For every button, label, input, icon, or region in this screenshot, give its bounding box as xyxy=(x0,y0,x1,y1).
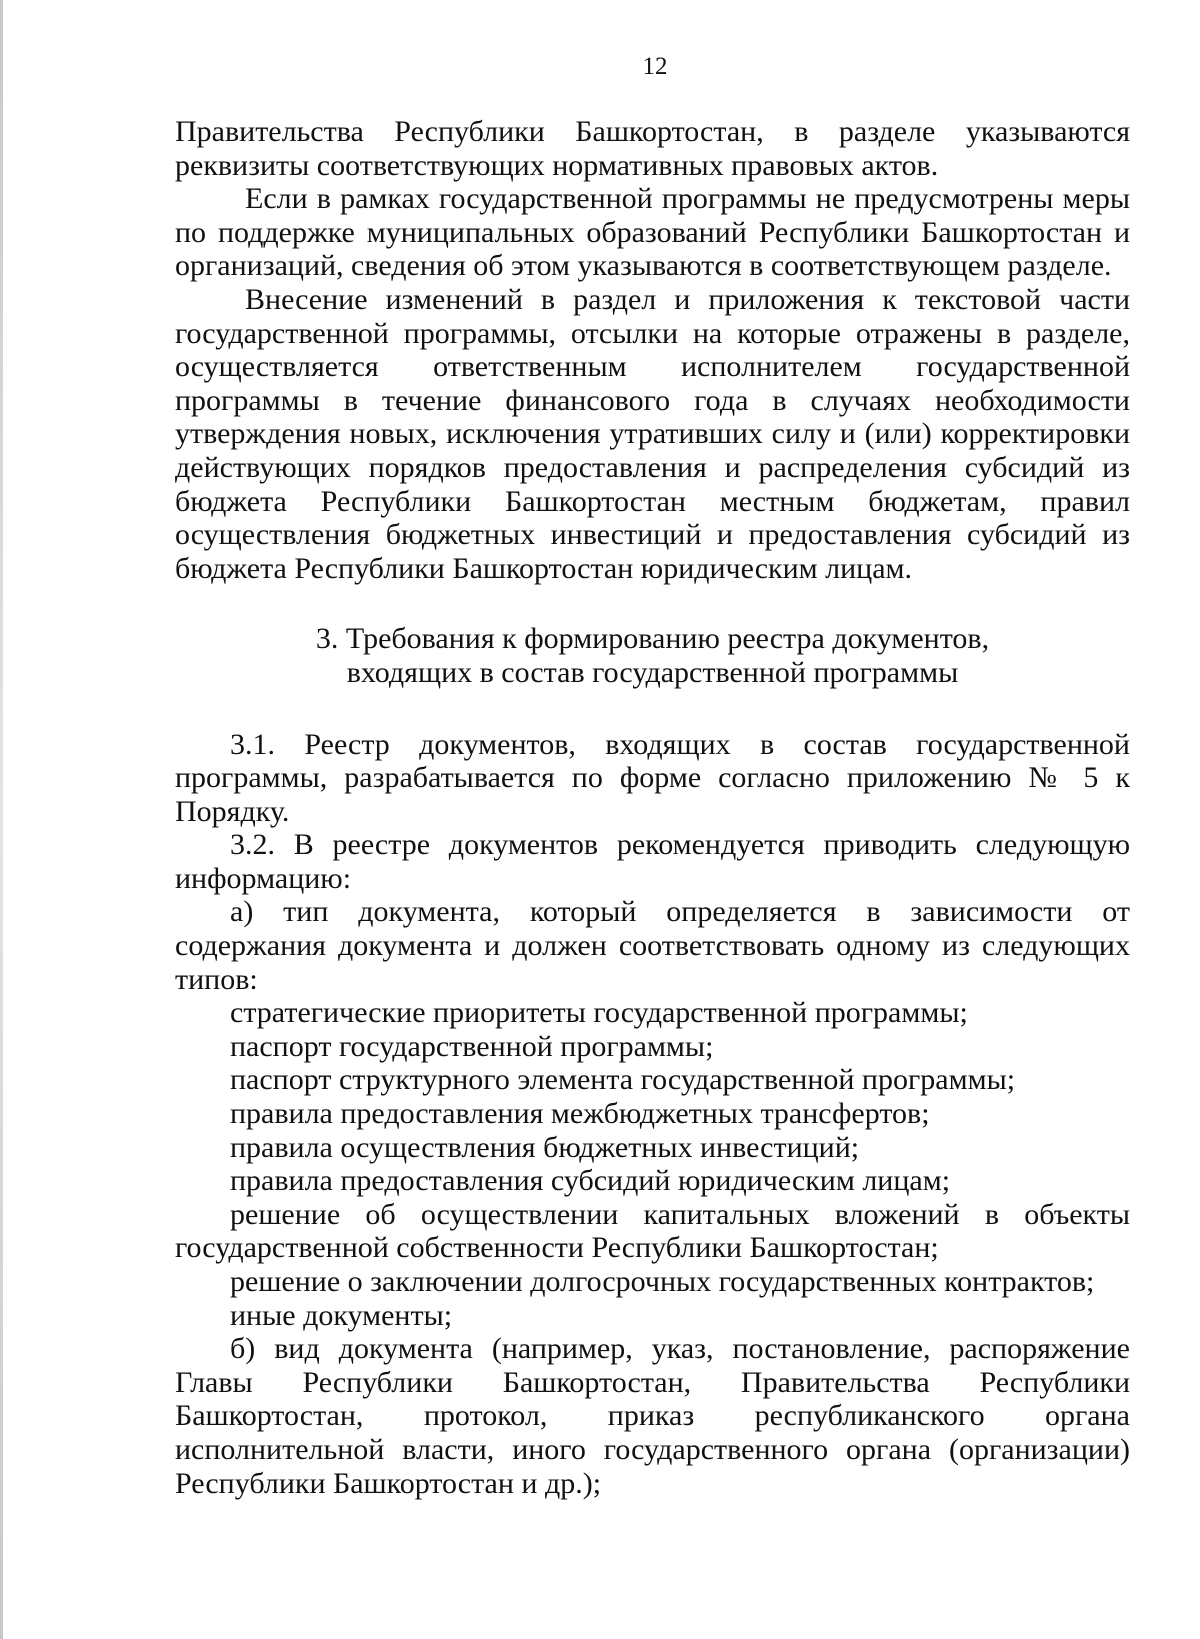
paragraph-no-support-measures: Если в рамках государственной программы не предусмотрены меры по поддержке муниципальных образований Республики Башкортостан и организаций, сведения об этом указываются в соответствующем разделе. xyxy=(175,182,1130,283)
paragraph-3-1: 3.1. Реестр документов, входящих в состав государственной программы, разрабатывается по форме согласно приложению № 5 к Порядку. xyxy=(175,727,1130,828)
list-item: решение о заключении долгосрочных государственных контрактов; xyxy=(230,1265,1095,1298)
list-item: паспорт государственной программы; xyxy=(230,1029,714,1063)
paragraph-requisites: Правительства Республики Башкортостан, в разделе указываются реквизиты соответствующих нормативных правовых актов. xyxy=(175,115,1130,182)
paragraph-3-2: 3.2. В реестре документов рекомендуется приводить следующую информацию: xyxy=(175,828,1130,895)
list-item: правила предоставления субсидий юридическим лицам; xyxy=(230,1164,951,1198)
list-item: иные документы; xyxy=(230,1298,453,1332)
list-item: правила предоставления межбюджетных трансфертов; xyxy=(230,1097,930,1131)
page-number: 12 xyxy=(642,53,668,80)
paragraph-item-a: а) тип документа, который определяется в зависимости от содержания документа и должен соответствовать одному из следующих типов: xyxy=(175,895,1130,996)
section-heading-line-1: 3. Требования к формированию реестра документов, xyxy=(315,622,990,656)
list-item: правила осуществления бюджетных инвестиций; xyxy=(230,1130,860,1164)
section-heading-line-2: входящих в состав государственной программы xyxy=(346,655,959,689)
list-item: стратегические приоритеты государственной программы; xyxy=(230,996,968,1030)
document-body xyxy=(175,115,1130,1500)
list-item: решение об осуществлении капитальных вложений в объекты государственной собственности Республики Башкортостан; xyxy=(175,1197,1130,1265)
paragraph-amendments: Внесение изменений в раздел и приложения к текстовой части государственной программы, отсылки на которые отражены в разделе, осуществляется ответственным исполнителем государственной программы в течение финансового года в случаях необходимости утверждения новых, исключения утративших силу и (или) корректировки действующих порядков предоставления и распределения субсидий из бюджета Республики Башкортостан местным бюджетам, правил осуществления бюджетных инвестиций и предоставления субсидий из бюджета Республики Башкортостан юридическим лицам. xyxy=(175,282,1130,585)
scan-edge xyxy=(0,0,3,1639)
paragraph-item-b: б) вид документа (например, указ, постановление, распоряжение Главы Республики Башкортостан, Правительства Республики Башкортостан, протокол, приказ республиканского органа исполнительной власти, иного государственного органа (организации) Республики Башкортостан и др.); xyxy=(175,1332,1130,1500)
list-item: паспорт структурного элемента государственной программы; xyxy=(230,1063,1016,1097)
section-heading xyxy=(175,585,1130,727)
